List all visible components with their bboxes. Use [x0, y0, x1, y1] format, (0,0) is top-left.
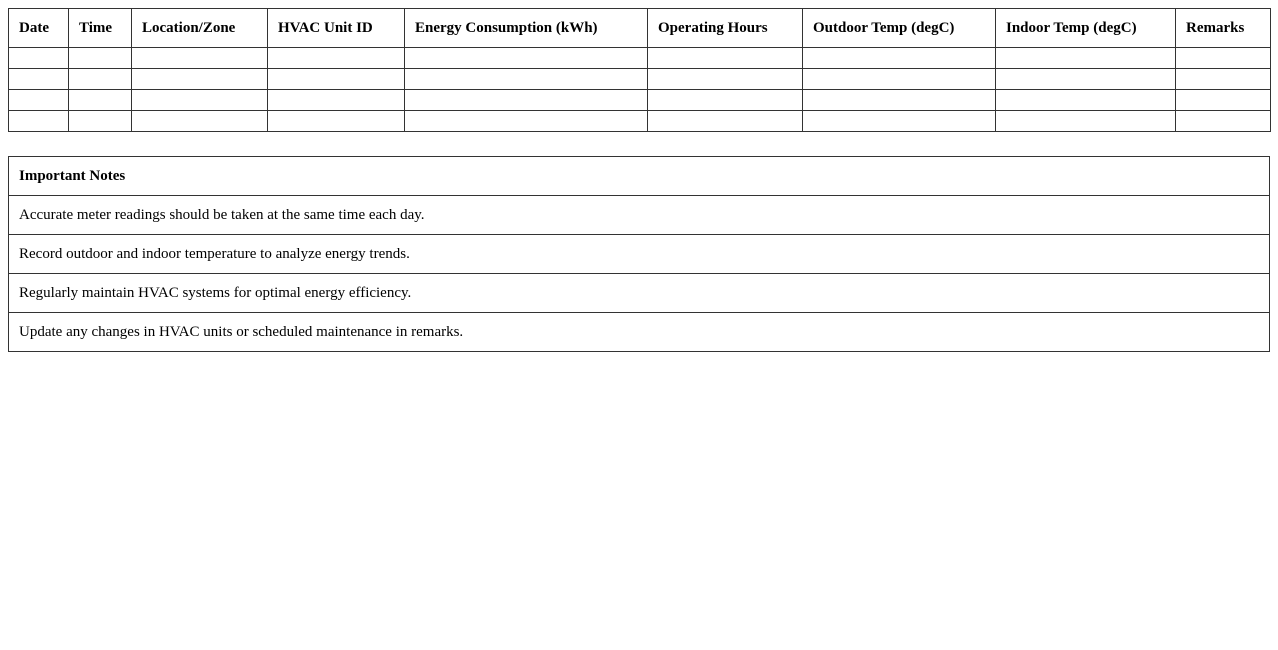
column-header-remarks: Remarks: [1176, 9, 1271, 48]
table-cell-operating-hours: [648, 111, 803, 132]
table-cell-energy-consumption: [405, 69, 648, 90]
notes-header-row: [9, 157, 1270, 196]
table-cell-hvac-unit-id: [268, 69, 405, 90]
table-cell-energy-consumption: [405, 90, 648, 111]
notes-title: Important Notes: [9, 157, 1270, 196]
note-item: Regularly maintain HVAC systems for optimal energy efficiency.: [9, 274, 1270, 313]
table-header-row: [9, 9, 1271, 48]
table-cell-indoor-temp: [996, 48, 1176, 69]
table-cell-remarks: [1176, 90, 1271, 111]
table-row: [9, 48, 1271, 69]
table-cell-indoor-temp: [996, 111, 1176, 132]
table-cell-energy-consumption: [405, 111, 648, 132]
table-cell-time: [69, 48, 132, 69]
table-cell-outdoor-temp: [803, 111, 996, 132]
table-cell-energy-consumption: [405, 48, 648, 69]
column-header-date: Date: [9, 9, 69, 48]
table-cell-outdoor-temp: [803, 69, 996, 90]
table-cell-date: [9, 69, 69, 90]
note-item: Record outdoor and indoor temperature to analyze energy trends.: [9, 235, 1270, 274]
table-cell-date: [9, 48, 69, 69]
table-cell-location-zone: [132, 111, 268, 132]
table-cell-date: [9, 111, 69, 132]
table-cell-location-zone: [132, 69, 268, 90]
table-row: [9, 111, 1271, 132]
notes-row: [9, 274, 1270, 313]
note-item: Accurate meter readings should be taken at the same time each day.: [9, 196, 1270, 235]
table-cell-remarks: [1176, 111, 1271, 132]
column-header-indoor-temp: Indoor Temp (degC): [996, 9, 1176, 48]
table-cell-indoor-temp: [996, 69, 1176, 90]
notes-row: [9, 313, 1270, 352]
column-header-energy-consumption: Energy Consumption (kWh): [405, 9, 648, 48]
column-header-operating-hours: Operating Hours: [648, 9, 803, 48]
table-cell-time: [69, 69, 132, 90]
important-notes-table: [8, 156, 1270, 352]
note-item: Update any changes in HVAC units or scheduled maintenance in remarks.: [9, 313, 1270, 352]
table-cell-time: [69, 90, 132, 111]
column-header-time: Time: [69, 9, 132, 48]
column-header-outdoor-temp: Outdoor Temp (degC): [803, 9, 996, 48]
table-cell-hvac-unit-id: [268, 111, 405, 132]
table-row: [9, 90, 1271, 111]
table-cell-time: [69, 111, 132, 132]
table-cell-operating-hours: [648, 48, 803, 69]
table-cell-location-zone: [132, 90, 268, 111]
notes-row: [9, 235, 1270, 274]
energy-log-table: [8, 8, 1271, 132]
table-cell-operating-hours: [648, 90, 803, 111]
table-cell-outdoor-temp: [803, 48, 996, 69]
table-cell-hvac-unit-id: [268, 90, 405, 111]
table-cell-operating-hours: [648, 69, 803, 90]
column-header-hvac-unit-id: HVAC Unit ID: [268, 9, 405, 48]
table-cell-date: [9, 90, 69, 111]
table-cell-indoor-temp: [996, 90, 1176, 111]
table-cell-outdoor-temp: [803, 90, 996, 111]
table-cell-remarks: [1176, 69, 1271, 90]
table-cell-remarks: [1176, 48, 1271, 69]
notes-row: [9, 196, 1270, 235]
table-row: [9, 69, 1271, 90]
table-cell-hvac-unit-id: [268, 48, 405, 69]
column-header-location-zone: Location/Zone: [132, 9, 268, 48]
table-cell-location-zone: [132, 48, 268, 69]
